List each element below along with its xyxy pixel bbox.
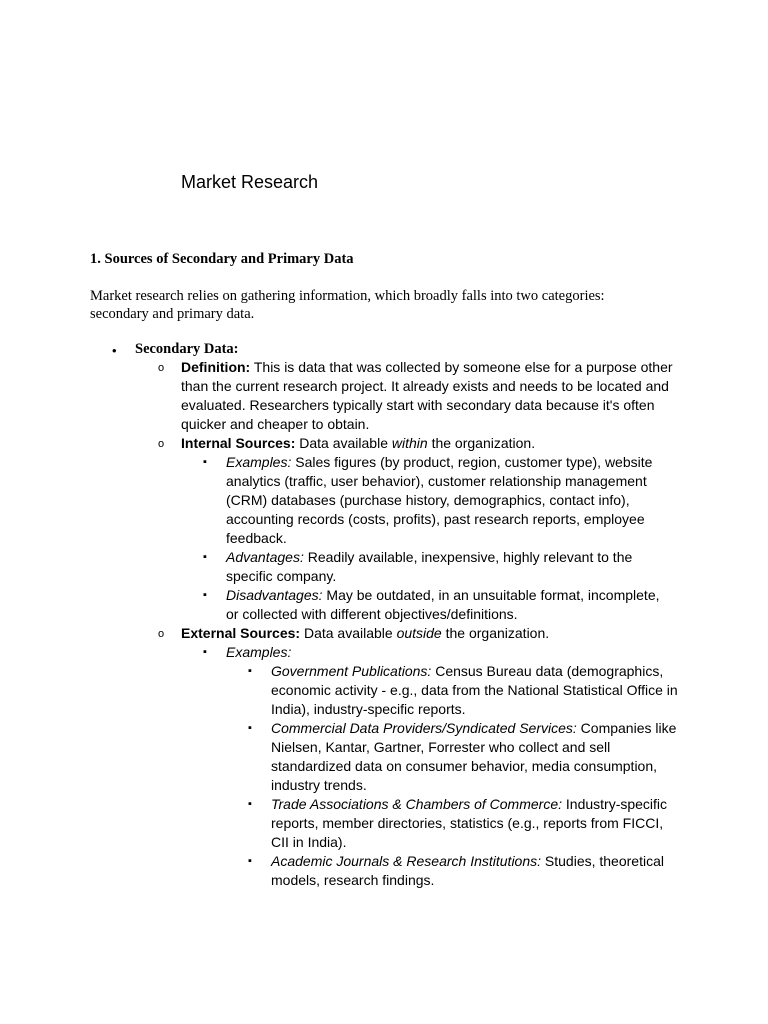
internal-sources-label: Internal Sources:: [181, 435, 296, 451]
external-text: Data available: [300, 625, 397, 641]
external-sources-item: [181, 624, 681, 643]
circle-bullet: o: [158, 628, 165, 640]
internal-examples-label: Examples:: [226, 454, 292, 470]
external-example-item: [271, 662, 683, 719]
secondary-data-label: Secondary Data:: [135, 341, 239, 357]
square-bullet: ▪: [248, 665, 252, 677]
external-example-text: Census Bureau data (demographics, economic activity - e.g., data from the National Statistical Office in India), industry-specific reports.: [271, 663, 678, 717]
internal-emphasis: within: [391, 435, 428, 451]
section-heading: 1. Sources of Secondary and Primary Data: [90, 251, 354, 267]
square-bullet: ▪: [203, 589, 207, 601]
circle-bullet: o: [158, 362, 165, 374]
internal-text-end: the organization.: [427, 435, 536, 451]
external-example-label: Government Publications:: [271, 663, 432, 679]
intro-paragraph: Market research relies on gathering information, which broadly falls into two categories: secondary and primary data.: [90, 288, 605, 322]
external-example-text: Studies, theoretical models, research findings.: [271, 853, 664, 888]
square-bullet: ▪: [248, 855, 252, 867]
square-bullet: ▪: [203, 456, 207, 468]
external-example-item: [271, 719, 683, 795]
definition-label: Definition:: [181, 359, 251, 375]
external-example-label: Academic Journals & Research Institutions:: [271, 853, 542, 869]
external-example-item: [271, 852, 683, 890]
external-example-text: Companies like Nielsen, Kantar, Gartner, Forrester who collect and sell standardized data on consumer behavior, media consumption, industry trends.: [271, 720, 677, 793]
square-bullet: ▪: [203, 551, 207, 563]
external-example-label: Commercial Data Providers/Syndicated Services:: [271, 720, 577, 736]
disadvantages-text: May be outdated, in an unsuitable format, incomplete, or collected with different objectives/definitions.: [226, 587, 660, 622]
internal-examples-text: Sales figures (by product, region, customer type), website analytics (traffic, user behavior), customer relationship management (CRM) databases (purchase history, demographics, contact info), accounting records (costs, profits), past research reports, employee feedback.: [226, 454, 653, 546]
circle-bullet: o: [158, 438, 165, 450]
advantages-item: [226, 548, 673, 586]
internal-text: Data available: [295, 435, 392, 451]
external-example-item: [271, 795, 683, 852]
external-examples-item: [226, 643, 291, 662]
disadvantages-item: [226, 586, 673, 624]
document-title: Market Research: [181, 172, 319, 192]
internal-sources-item: [181, 434, 681, 453]
external-examples-label: Examples:: [226, 644, 292, 660]
square-bullet: ▪: [248, 722, 252, 734]
external-example-text: Industry-specific reports, member directories, statistics (e.g., reports from FICCI, CII in India).: [271, 796, 668, 850]
external-emphasis: outside: [396, 625, 442, 641]
disadvantages-label: Disadvantages:: [226, 587, 323, 603]
external-example-label: Trade Associations & Chambers of Commerce:: [271, 796, 562, 812]
internal-examples-item: [226, 453, 673, 548]
definition-item: [181, 358, 681, 434]
advantages-text: Readily available, inexpensive, highly relevant to the specific company.: [226, 549, 633, 584]
square-bullet: ▪: [248, 798, 252, 810]
external-text-end: the organization.: [441, 625, 550, 641]
definition-text: This is data that was collected by someone else for a purpose other than the current research project. It already exists and needs to be located and evaluated. Researchers typically start with secondary data because it's often quicker and cheaper to obtain.: [181, 359, 673, 432]
advantages-label: Advantages:: [226, 549, 304, 565]
disc-bullet: •: [112, 343, 117, 358]
square-bullet: ▪: [203, 646, 207, 658]
external-sources-label: External Sources:: [181, 625, 301, 641]
